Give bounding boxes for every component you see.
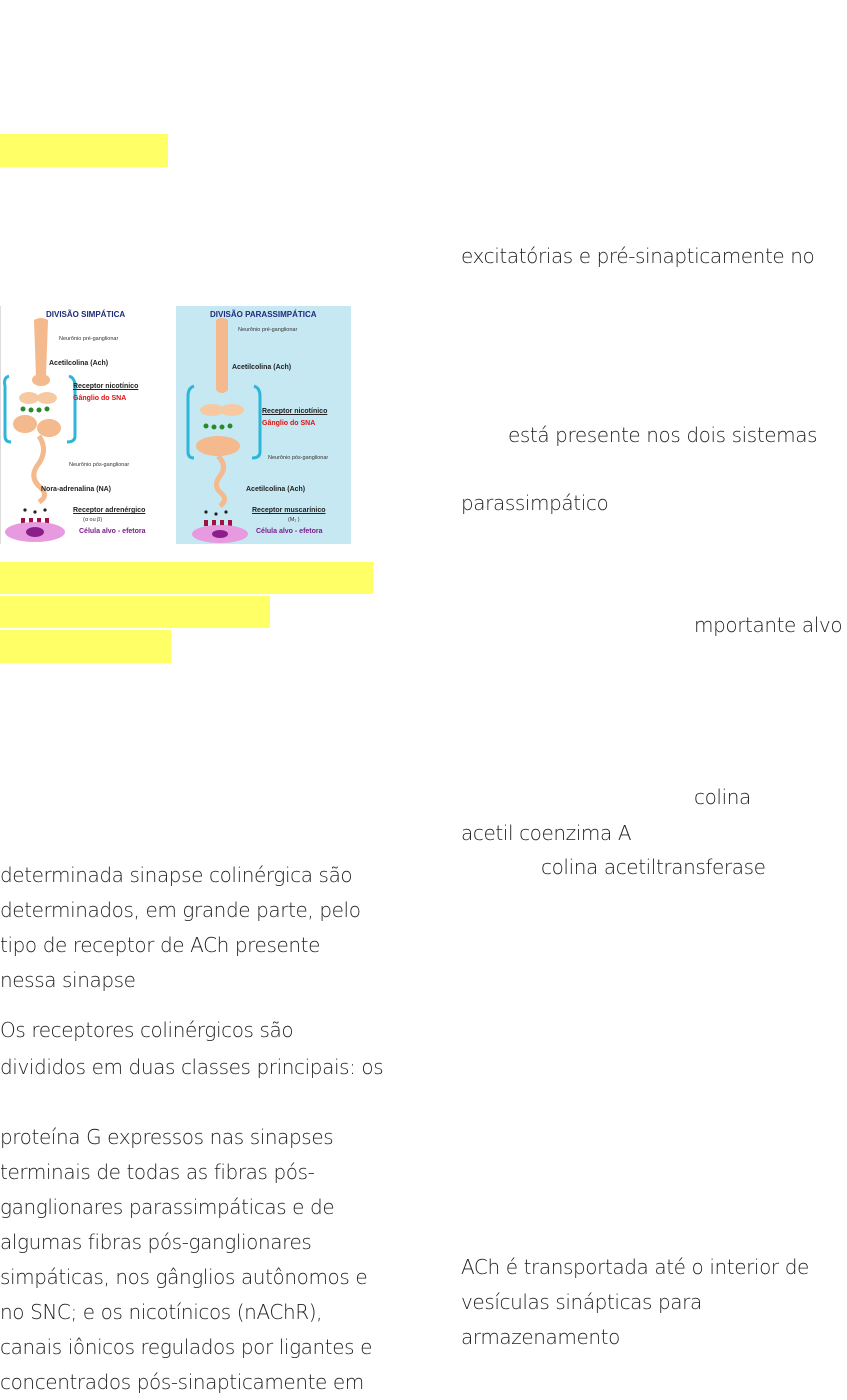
paragraph-line: determinada sinapse colinérgica são xyxy=(0,863,353,887)
ganglion-label: Gânglio do SNA xyxy=(262,420,316,427)
target-cell-label: Célula alvo - efetora xyxy=(256,528,323,535)
text-fragment: vesículas sinápticas para xyxy=(461,1290,702,1314)
paragraph-line: divididos em duas classes principais: os xyxy=(0,1055,384,1079)
text-fragment: ACh é transportada até o interior de xyxy=(461,1255,809,1279)
parasympathetic-panel xyxy=(176,306,351,544)
paragraph-line: no SNC; e os nicotínicos (nAChR), xyxy=(0,1300,323,1324)
paragraph-line: proteína G expressos nas sinapses xyxy=(0,1125,334,1149)
sympathetic-title: DIVISÃO SIMPÁTICA xyxy=(46,310,126,319)
text-fragment: colina acetiltransferase xyxy=(541,855,766,879)
paragraph-line: simpáticas, nos gânglios autônomos e xyxy=(0,1265,368,1289)
ganglion-label: Gânglio do SNA xyxy=(73,395,127,402)
paragraph-line: algumas fibras pós-ganglionares xyxy=(0,1230,312,1254)
highlight-block xyxy=(0,630,171,663)
receptor-subtype-label: (M₁ ) xyxy=(288,517,300,523)
ach2-label: Acetilcolina (Ach) xyxy=(246,486,306,493)
paragraph-line: determinados, em grande parte, pelo xyxy=(0,898,361,922)
post-neuron-label: Neurônio pós-ganglionar xyxy=(268,455,329,461)
pre-neuron-label: Neurônio pré-ganglionar xyxy=(238,327,298,333)
target-cell-label: Célula alvo - efetora xyxy=(79,528,146,535)
noradrenaline-label: Nora-adrenalina (NA) xyxy=(41,486,112,493)
parasympathetic-title: DIVISÃO PARASSIMPÁTICA xyxy=(210,310,317,319)
adrenergic-receptor-label: Receptor adrenérgico xyxy=(73,507,146,514)
paragraph-line: canais iônicos regulados por ligantes e xyxy=(0,1335,373,1359)
highlight-block xyxy=(0,562,373,594)
nicotinic-receptor-label: Receptor nicotínico xyxy=(262,408,328,415)
paragraph-line: ganglionares parassimpáticas e de xyxy=(0,1195,335,1219)
text-fragment: acetil coenzima A xyxy=(461,821,632,845)
muscarinic-receptor-label: Receptor muscarínico xyxy=(252,507,326,514)
receptor-subtype-label: (α ou β) xyxy=(83,517,103,523)
post-neuron-label: Neurônio pós-ganglionar xyxy=(69,462,130,468)
autonomic-diagram xyxy=(0,306,352,544)
ach-label: Acetilcolina (Ach) xyxy=(232,364,292,371)
highlight-block xyxy=(0,134,168,167)
paragraph-line: concentrados pós-sinapticamente em xyxy=(0,1370,364,1394)
pre-neuron-label: Neurônio pré-ganglionar xyxy=(59,336,119,342)
paragraph-line: tipo de receptor de ACh presente xyxy=(0,933,321,957)
highlight-block xyxy=(0,596,270,628)
text-fragment: mportante alvo xyxy=(694,613,843,637)
text-fragment: está presente nos dois sistemas xyxy=(508,423,818,447)
text-fragment: excitatórias e pré-sinapticamente no xyxy=(461,244,815,268)
sympathetic-panel xyxy=(0,306,173,544)
paragraph-line: Os receptores colinérgicos são xyxy=(0,1018,294,1042)
paragraph-line: nessa sinapse xyxy=(0,968,136,992)
text-fragment: armazenamento xyxy=(461,1325,620,1349)
text-fragment: parassimpático xyxy=(461,491,609,515)
nicotinic-receptor-label: Receptor nicotínico xyxy=(73,383,139,390)
ach-label: Acetilcolina (Ach) xyxy=(49,360,109,367)
text-fragment: colina xyxy=(694,785,751,809)
paragraph-line: terminais de todas as fibras pós- xyxy=(0,1160,315,1184)
